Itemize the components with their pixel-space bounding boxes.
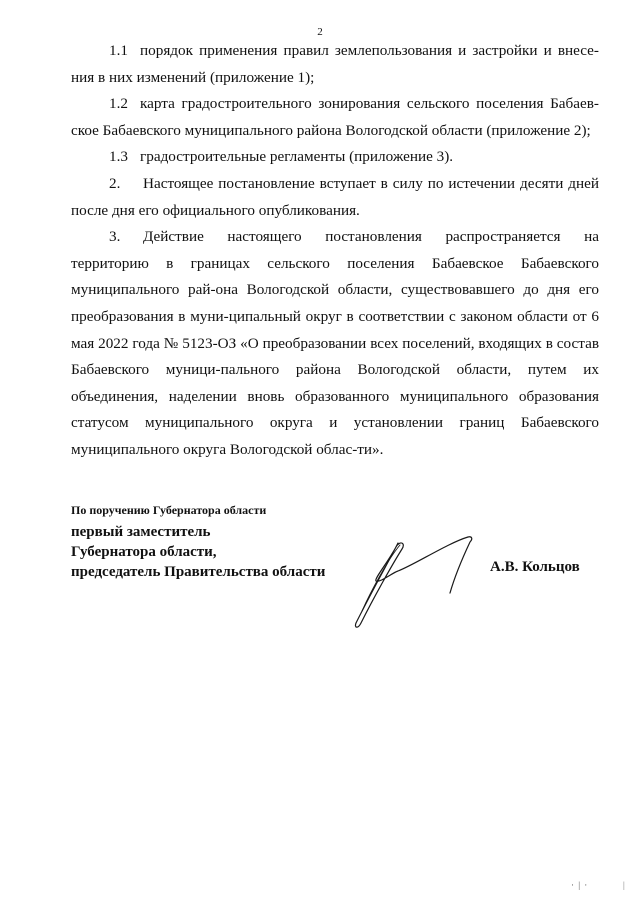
- paragraph-number: 3.: [109, 228, 121, 246]
- scan-marks: · | ·: [571, 880, 589, 890]
- paragraph-number: 1.2: [109, 95, 128, 113]
- document-body: [71, 38, 599, 464]
- paragraph-1-3: [71, 144, 599, 171]
- scan-edge-mark: |: [623, 880, 625, 890]
- paragraph-text: градостроительные регламенты (приложение 3).: [140, 148, 454, 166]
- paragraph-2: [71, 171, 599, 224]
- signatory-name: А.В. Кольцов: [490, 559, 580, 575]
- paragraph-1-2: [71, 91, 599, 144]
- paragraph-text: порядок применения правил землепользования и застройки и внесе-ния в них изменений (приложение 1);: [71, 42, 599, 86]
- paragraph-number: 1.3: [109, 148, 128, 166]
- signatory-title-line-1: первый заместитель: [71, 524, 211, 540]
- signatory-title-line-2: Губернатора области,: [71, 544, 217, 560]
- paragraph-text: Действие настоящего постановления распространяется на территорию в границах сельского поселения Бабаевское Бабаевского муниципального рай-она Вологодской области, существовавшего до дня его преобразования в муни-ципальный округ в соответствии с законом области от 6 мая 2022 года № 5123-ОЗ «О преобразовании всех поселений, входящих в состав Бабаевского муници-пального района Вологодской области, путем их объединения, наделении вновь образованного муниципального образования статусом муниципального округа и установлении границ Бабаевского муниципального округа Вологодской облас-ти».: [71, 228, 599, 458]
- paragraph-3: [71, 224, 599, 463]
- signatory-title-line-3: председатель Правительства области: [71, 564, 326, 580]
- paragraph-number: 1.1: [109, 42, 128, 59]
- handwritten-signature: [340, 515, 510, 635]
- issuer-line: По поручению Губернатора области: [71, 503, 267, 517]
- paragraph-text: Настоящее постановление вступает в силу по истечении десяти дней после дня его официального опубликования.: [71, 174, 599, 219]
- paragraph-1-1: [71, 38, 599, 91]
- page-number: 2: [317, 26, 323, 38]
- paragraph-number: 2.: [109, 174, 121, 192]
- paragraph-text: карта градостроительного зонирования сельского поселения Бабаев-ское Бабаевского муниципального района Вологодской области (приложение 2);: [71, 95, 599, 139]
